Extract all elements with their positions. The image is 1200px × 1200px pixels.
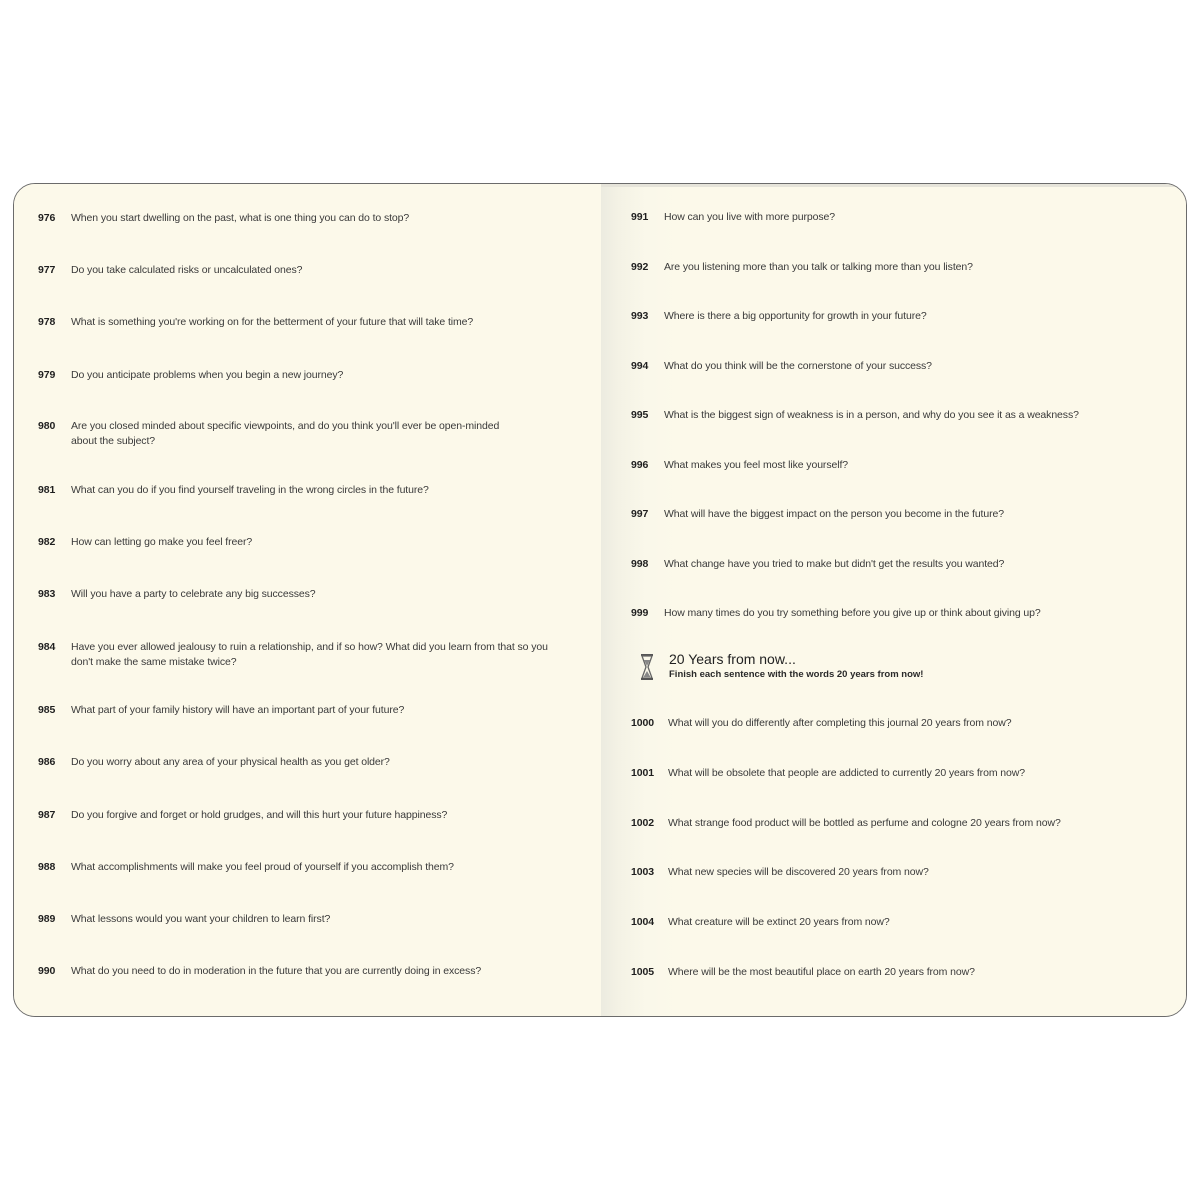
question-number: 986: [38, 756, 56, 768]
question-number: 992: [631, 261, 649, 273]
question-item: [38, 860, 551, 875]
question-text: What is the biggest sign of weakness is in a person, and why do you see it as a weakness?: [664, 409, 1079, 421]
question-item: [631, 965, 1178, 980]
left-page: [14, 184, 601, 1016]
question-number: 998: [631, 558, 649, 570]
question-text: How can you live with more purpose?: [664, 211, 836, 223]
question-item: [38, 755, 551, 770]
section-header: [639, 651, 923, 683]
question-number: 1004: [631, 916, 654, 928]
question-number: 978: [38, 316, 56, 328]
question-number: 987: [38, 809, 56, 821]
question-number: 976: [38, 212, 56, 224]
question-number: 1005: [631, 966, 654, 978]
question-text: What will you do differently after completing this journal 20 years from now?: [668, 717, 1012, 729]
question-number: 982: [38, 536, 56, 548]
question-number: 993: [631, 310, 649, 322]
question-item: [38, 263, 551, 278]
question-text: Have you ever allowed jealousy to ruin a relationship, and if so how? What did you learn from that so you don't make the same mistake twice?: [71, 641, 548, 668]
question-text: Do you forgive and forget or hold grudges, and will this hurt your future happiness?: [71, 809, 448, 821]
question-number: 981: [38, 484, 56, 496]
question-number: 1000: [631, 717, 654, 729]
question-number: 979: [38, 369, 56, 381]
question-item: [38, 964, 591, 979]
question-text: Are you closed minded about specific viewpoints, and do you think you'll ever be open-minded about the subject?: [71, 420, 500, 447]
question-item: [38, 368, 551, 383]
question-item: [38, 535, 551, 550]
question-number: 980: [38, 420, 56, 432]
question-item: [631, 915, 1178, 930]
question-text: Do you worry about any area of your physical health as you get older?: [71, 756, 390, 768]
question-item: [631, 816, 1178, 831]
question-item: [631, 557, 1174, 572]
question-item: [631, 359, 1174, 374]
question-item: [38, 419, 526, 449]
question-text: Do you take calculated risks or uncalculated ones?: [71, 264, 303, 276]
question-number: 999: [631, 607, 649, 619]
question-text: What part of your family history will have an important part of your future?: [71, 704, 405, 716]
question-text: What new species will be discovered 20 years from now?: [668, 866, 929, 878]
question-item: [38, 587, 551, 602]
question-item: [631, 865, 1178, 880]
question-number: 996: [631, 459, 649, 471]
question-text: What is something you're working on for the betterment of your future that will take time?: [71, 316, 474, 328]
question-number: 977: [38, 264, 56, 276]
question-text: What do you think will be the cornerstone of your success?: [664, 360, 932, 372]
question-number: 989: [38, 913, 56, 925]
question-item: [38, 640, 556, 670]
page-top-edge: [601, 184, 1186, 187]
question-text: What accomplishments will make you feel proud of yourself if you accomplish them?: [71, 861, 454, 873]
question-item: [38, 211, 551, 226]
question-item: [38, 483, 551, 498]
question-number: 1002: [631, 817, 654, 829]
question-text: Where is there a big opportunity for growth in your future?: [664, 310, 927, 322]
question-number: 990: [38, 965, 56, 977]
question-item: [38, 315, 551, 330]
question-number: 983: [38, 588, 56, 600]
question-item: [631, 766, 1178, 781]
question-item: [631, 210, 1174, 225]
question-text: What can you do if you find yourself traveling in the wrong circles in the future?: [71, 484, 429, 496]
question-text: What do you need to do in moderation in the future that you are currently doing in excess?: [71, 965, 482, 977]
question-text: What makes you feel most like yourself?: [664, 459, 849, 471]
question-item: [631, 408, 1174, 423]
question-number: 995: [631, 409, 649, 421]
right-page: [601, 184, 1186, 1016]
question-text: What change have you tried to make but didn't get the results you wanted?: [664, 558, 1005, 570]
journal-spread: [13, 183, 1187, 1017]
question-item: [631, 507, 1174, 522]
question-number: 1001: [631, 767, 654, 779]
question-item: [631, 260, 1174, 275]
question-item: [631, 716, 1178, 731]
question-text: What lessons would you want your children to learn first?: [71, 913, 331, 925]
question-item: [631, 606, 1174, 621]
question-number: 991: [631, 211, 649, 223]
section-heading-block: [669, 651, 923, 682]
question-text: When you start dwelling on the past, what is one thing you can do to stop?: [71, 212, 410, 224]
question-text: Do you anticipate problems when you begin a new journey?: [71, 369, 344, 381]
section-title: 20 Years from now...: [669, 651, 796, 667]
question-item: [631, 309, 1174, 324]
question-text: What strange food product will be bottled as perfume and cologne 20 years from now?: [668, 817, 1061, 829]
question-text: What will have the biggest impact on the person you become in the future?: [664, 508, 1004, 520]
question-number: 985: [38, 704, 56, 716]
question-number: 994: [631, 360, 649, 372]
question-number: 997: [631, 508, 649, 520]
question-text: Are you listening more than you talk or talking more than you listen?: [664, 261, 973, 273]
question-number: 988: [38, 861, 56, 873]
question-text: How many times do you try something before you give up or think about giving up?: [664, 607, 1041, 619]
question-number: 1003: [631, 866, 654, 878]
question-text: How can letting go make you feel freer?: [71, 536, 253, 548]
question-item: [38, 912, 551, 927]
question-item: [631, 458, 1174, 473]
question-text: What will be obsolete that people are addicted to currently 20 years from now?: [668, 767, 1025, 779]
section-subtitle: Finish each sentence with the words 20 years from now!: [669, 669, 924, 680]
hourglass-icon: [639, 653, 655, 683]
question-text: Where will be the most beautiful place on earth 20 years from now?: [668, 966, 975, 978]
question-text: What creature will be extinct 20 years from now?: [668, 916, 890, 928]
question-text: Will you have a party to celebrate any big successes?: [71, 588, 316, 600]
question-number: 984: [38, 641, 56, 653]
question-item: [38, 808, 551, 823]
question-item: [38, 703, 551, 718]
